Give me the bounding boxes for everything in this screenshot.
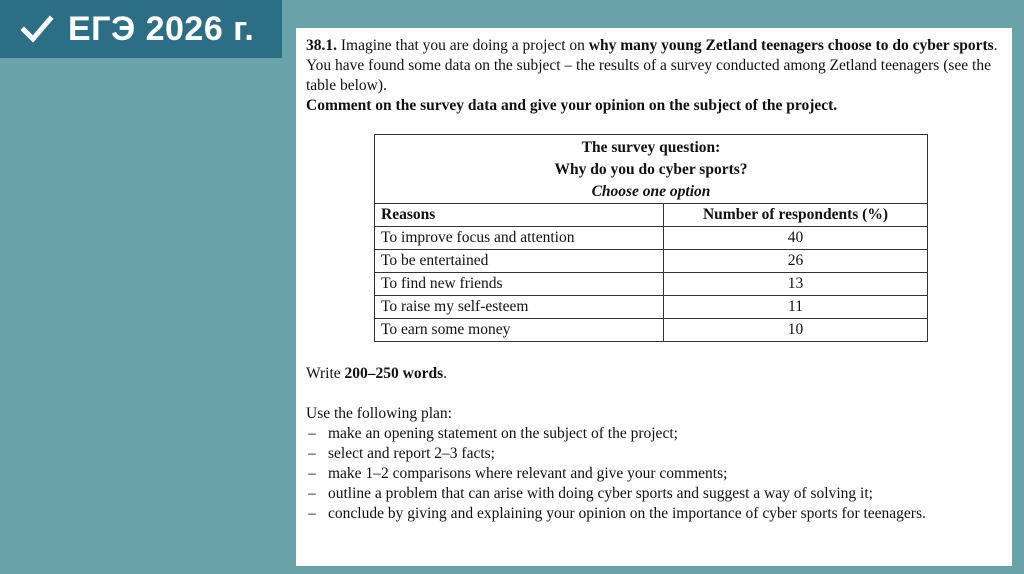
plan-title: Use the following plan:: [306, 405, 452, 422]
table-header-row: [375, 204, 928, 227]
table-caption-row: [375, 135, 928, 204]
words-count: 200–250 words: [344, 365, 444, 382]
row-value: 11: [664, 296, 928, 319]
table-row: [375, 227, 928, 250]
task-instruction: Comment on the survey data and give your opinion on the subject of the project.: [306, 97, 838, 114]
task-intro: [306, 36, 1002, 96]
plan-item-text: make 1–2 comparisons where relevant and give your comments;: [328, 465, 728, 482]
caption-line-1: The survey question:: [581, 139, 721, 156]
table-caption: [375, 135, 928, 204]
table-row: [375, 250, 928, 273]
row-value: 26: [664, 250, 928, 273]
plan-item-text: conclude by giving and explaining your opinion on the importance of cyber sports for teenagers.: [328, 505, 926, 522]
plan-item-text: outline a problem that can arise with doing cyber sports and suggest a way of solving it;: [328, 485, 873, 502]
plan-list: [306, 424, 1002, 524]
intro-part1: Imagine that you are doing a project on: [337, 37, 589, 54]
row-value: 10: [664, 319, 928, 342]
row-reason: To find new friends: [375, 273, 664, 296]
task-document: [296, 28, 1012, 566]
caption-line-2: Why do you do cyber sports?: [554, 161, 748, 178]
list-item: [306, 484, 1002, 504]
dash-bullet: –: [308, 445, 316, 462]
table-row: [375, 319, 928, 342]
project-topic: why many young Zetland teenagers choose to do cyber sports: [588, 37, 994, 54]
dash-bullet: –: [308, 505, 316, 522]
row-reason: To raise my self-esteem: [375, 296, 664, 319]
words-prefix: Write: [306, 365, 345, 382]
list-item: [306, 424, 1002, 444]
caption-line-3: Choose one option: [591, 183, 711, 200]
header-respondents: Number of respondents (%): [664, 204, 928, 227]
list-item: [306, 504, 1002, 524]
word-count-instruction: [306, 364, 1002, 384]
row-reason: To improve focus and attention: [375, 227, 664, 250]
row-reason: To earn some money: [375, 319, 664, 342]
header-title: ЕГЭ 2026 г.: [68, 9, 255, 48]
row-value: 40: [664, 227, 928, 250]
survey-table: [374, 134, 928, 342]
words-suffix: .: [443, 365, 448, 382]
dash-bullet: –: [308, 485, 316, 502]
task-number: 38.1.: [306, 37, 337, 54]
header-reasons: Reasons: [375, 204, 664, 227]
list-item: [306, 444, 1002, 464]
check-icon: [20, 12, 54, 46]
table-row: [375, 273, 928, 296]
plan-item-text: make an opening statement on the subject of the project;: [328, 425, 678, 442]
intro-part2: . You have found some data on the subject – the results of a survey conducted among Zetland teenagers (see the table below).: [306, 37, 998, 94]
plan-item-text: select and report 2–3 facts;: [328, 445, 495, 462]
header-banner: [0, 0, 282, 58]
dash-bullet: –: [308, 425, 316, 442]
table-row: [375, 296, 928, 319]
list-item: [306, 464, 1002, 484]
dash-bullet: –: [308, 465, 316, 482]
row-value: 13: [664, 273, 928, 296]
row-reason: To be entertained: [375, 250, 664, 273]
